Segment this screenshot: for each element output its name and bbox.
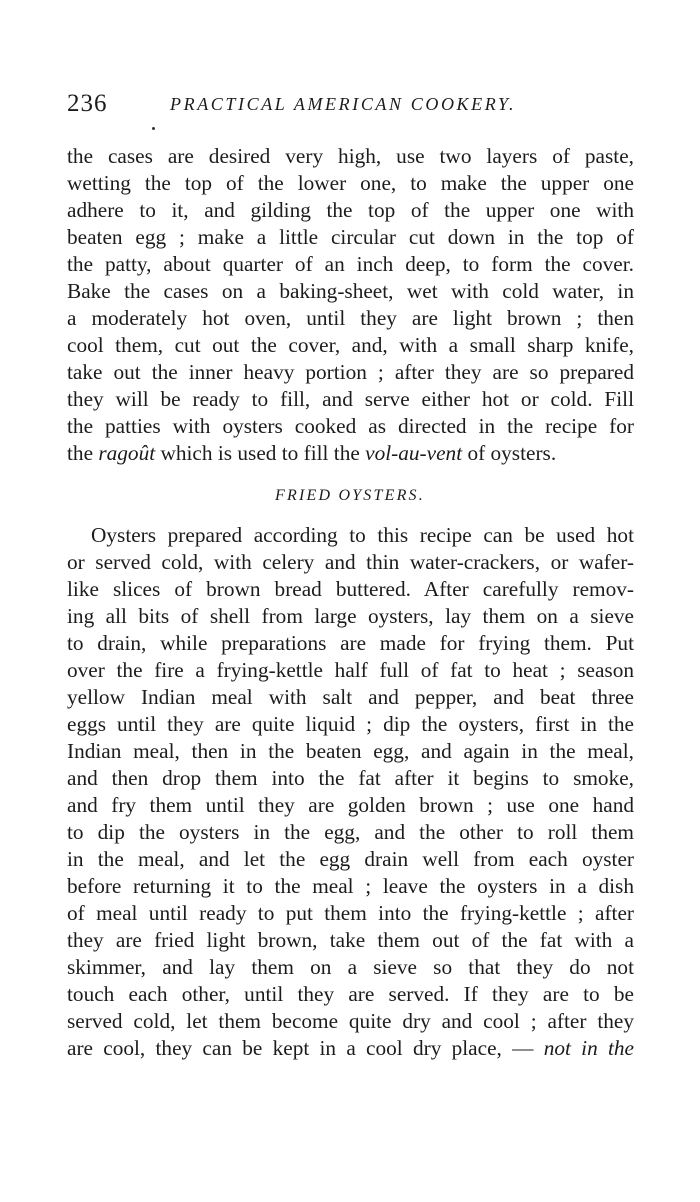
running-title: PRACTICAL AMERICAN COOKERY. [170, 94, 517, 114]
text-line-final [67, 440, 634, 467]
text-run: are cool, they can be kept in a cool dry place, — [67, 1036, 544, 1060]
text-line: and then drop them into the fat after it begins to smoke, [67, 766, 634, 790]
text-line: in the meal, and let the egg drain well from each oyster [67, 847, 634, 871]
text-line: they are fried light brown, take them out of the fat with a [67, 928, 634, 952]
text-line: or served cold, with celery and thin water-crackers, or wafer- [67, 550, 634, 574]
text-line-final [67, 1035, 634, 1062]
text-line: ing all bits of shell from large oysters, lay them on a sieve [67, 604, 634, 628]
text-line: yellow Indian meal with salt and pepper, and beat three [67, 685, 634, 709]
text-line: before returning it to the meal ; leave the oysters in a dish [67, 874, 634, 898]
text-line: over the fire a frying-kettle half full of fat to heat ; season [67, 658, 634, 682]
text-line: Oysters prepared according to this recipe can be used hot [91, 523, 634, 547]
text-line: and fry them until they are golden brown ; use one hand [67, 793, 634, 817]
text-run: the [67, 441, 99, 465]
italic-phrase: not in the [543, 1036, 634, 1060]
text-line: Bake the cases on a baking-sheet, wet with cold water, in [67, 279, 634, 303]
text-line: take out the inner heavy portion ; after they are so prepared [67, 360, 634, 384]
print-speck [152, 127, 155, 130]
text-line: like slices of brown bread buttered. After carefully remov- [67, 577, 634, 601]
text-line: eggs until they are quite liquid ; dip the oysters, first in the [67, 712, 634, 736]
text-line: touch each other, until they are served. If they are to be [67, 982, 634, 1006]
text-line: cool them, cut out the cover, and, with a small sharp knife, [67, 333, 634, 357]
text-line: to dip the oysters in the egg, and the other to roll them [67, 820, 634, 844]
text-line: a moderately hot oven, until they are light brown ; then [67, 306, 634, 330]
text-line: they will be ready to fill, and serve either hot or cold. Fill [67, 387, 634, 411]
text-line: to drain, while preparations are made for frying them. Put [67, 631, 634, 655]
text-run: of oysters. [462, 441, 557, 465]
text-line: Indian meal, then in the beaten egg, and again in the meal, [67, 739, 634, 763]
text-line: wetting the top of the lower one, to make the upper one [67, 171, 634, 195]
italic-term-vol-au-vent: vol-au-vent [365, 441, 463, 465]
page-number: 236 [67, 90, 108, 117]
text-line: served cold, let them become quite dry and cool ; after they [67, 1009, 634, 1033]
text-line: adhere to it, and gilding the top of the upper one with [67, 198, 634, 222]
text-line: the patty, about quarter of an inch deep, to form the cover. [67, 252, 634, 276]
running-head [67, 90, 647, 120]
text-line: beaten egg ; make a little circular cut down in the top of [67, 225, 634, 249]
text-run: which is used to fill the [155, 441, 366, 465]
text-line: of meal until ready to put them into the frying-kettle ; after [67, 901, 634, 925]
text-line: the patties with oysters cooked as directed in the recipe for [67, 414, 634, 438]
text-line: the cases are desired very high, use two layers of paste, [67, 144, 634, 168]
italic-term-ragout: ragoût [98, 441, 156, 465]
text-line: skimmer, and lay them on a sieve so that they do not [67, 955, 634, 979]
section-title: FRIED OYSTERS. [275, 487, 425, 504]
